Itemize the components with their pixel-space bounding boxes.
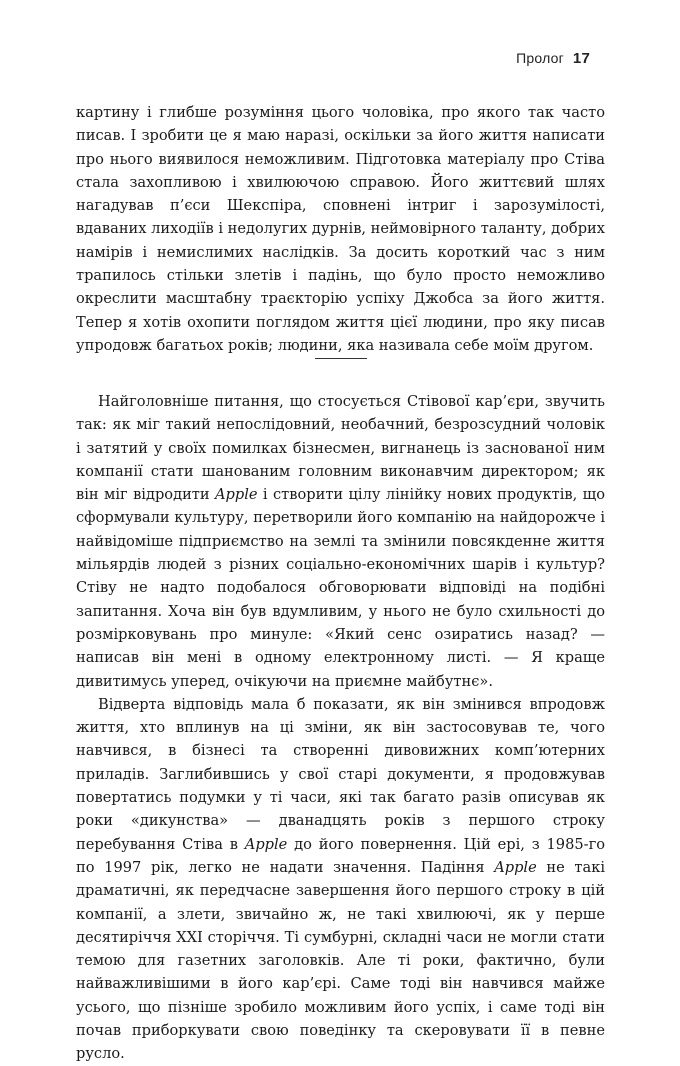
running-head (516, 50, 590, 67)
section-divider (315, 358, 367, 359)
text-run: Відверта відповідь мала б показати, як він змінився впродовж життя, хто вплинув на ці зміни, як він застосовував те, чого навчився, в бізнесі та створенні дивовижних комп’ютерних приладів. Заглибившись у свої старі документи, я продовжував повертатись подумки у ті часи, які так багато разів описував як роки «дикунства» — дванадцять років з першого строку перебування Стіва в (76, 695, 605, 853)
text-section-1 (76, 101, 605, 357)
italic-text: Apple (215, 486, 258, 504)
text-section-2 (76, 390, 605, 1066)
italic-text: Apple (244, 835, 288, 853)
text-run: Найголовніше питання, що стосується Стівової кар’єри, звучить так: як міг такий непослідовний, необачний, безрозсудний чоловік і затятий у своїх помилках бізнесмен, вигнанець із заснованої ним компанії стати шанованим головним виконавчим директором; як він міг відродити (76, 393, 605, 504)
chapter-title: Пролог (516, 50, 564, 66)
text-run: і створити цілу лінійку нових продуктів, що сформували культуру, перетворили його компанію на найдорожче і найвідоміше підприємство на землі та змінили повсякденне життя мільярдів людей з різних соціально-економічних шарів і культур? Стіву не надто подобалося обговорювати відповіді на подібні запитання. Хоча він був вдумливим, у нього не було схильності до розмірковувань про минуле: «Який сенс озиратись назад? — написав він мені в одному електронному листі. — Я краще дивитимусь уперед, очікуючи на приємне майбутнє». (76, 486, 605, 690)
italic-text: Apple (494, 858, 537, 876)
text-run: до його повернення. Цій ері, з 1985-го по 1997 рік, легко не надати значення. Падіння (76, 835, 606, 876)
page-number: 17 (572, 50, 590, 67)
paragraph: картину і глибше розуміння цього чоловіка, про якого так часто писав. І зробити це я маю наразі, оскільки за його життя написати про нього виявилося неможливим. Підготовка матеріалу про Стіва стала захопливою і хвилюючою справою. Його життєвий шлях нагадував п’єси Шекспіра, сповнені інтриг і зарозумілості, вдаваних лиходіїв і недолугих дурнів, неймовірного таланту, добрих намірів і немислимих наслідків. За досить короткий час з ним трапилось стільки злетів і падінь, що було просто неможливо окреслити масштабну траєкторію успіху Джобса за його життя. Тепер я хотів охопити поглядом життя цієї людини, про яку писав упродовж багатьох років; людини, яка називала себе моїм другом. (76, 104, 605, 354)
text-run: не такі драматичні, як передчасне завершення його першого строку в цій компанії, а злети, звичайно ж, не такі хвилюючі, як у перше десятиріччя XXI сторіччя. Ті сумбурні, складні часи не могли стати темою для газетних заголовків. Але ті роки, фактично, були найважливішими в його кар’єрі. Саме тоді він навчився майже усього, що пізніше зробило можливим його успіх, і саме тоді він почав приборкувати свою поведінку та скеровувати її в певне русло. (76, 858, 605, 1063)
paragraph (76, 693, 605, 1066)
paragraph (76, 390, 605, 693)
